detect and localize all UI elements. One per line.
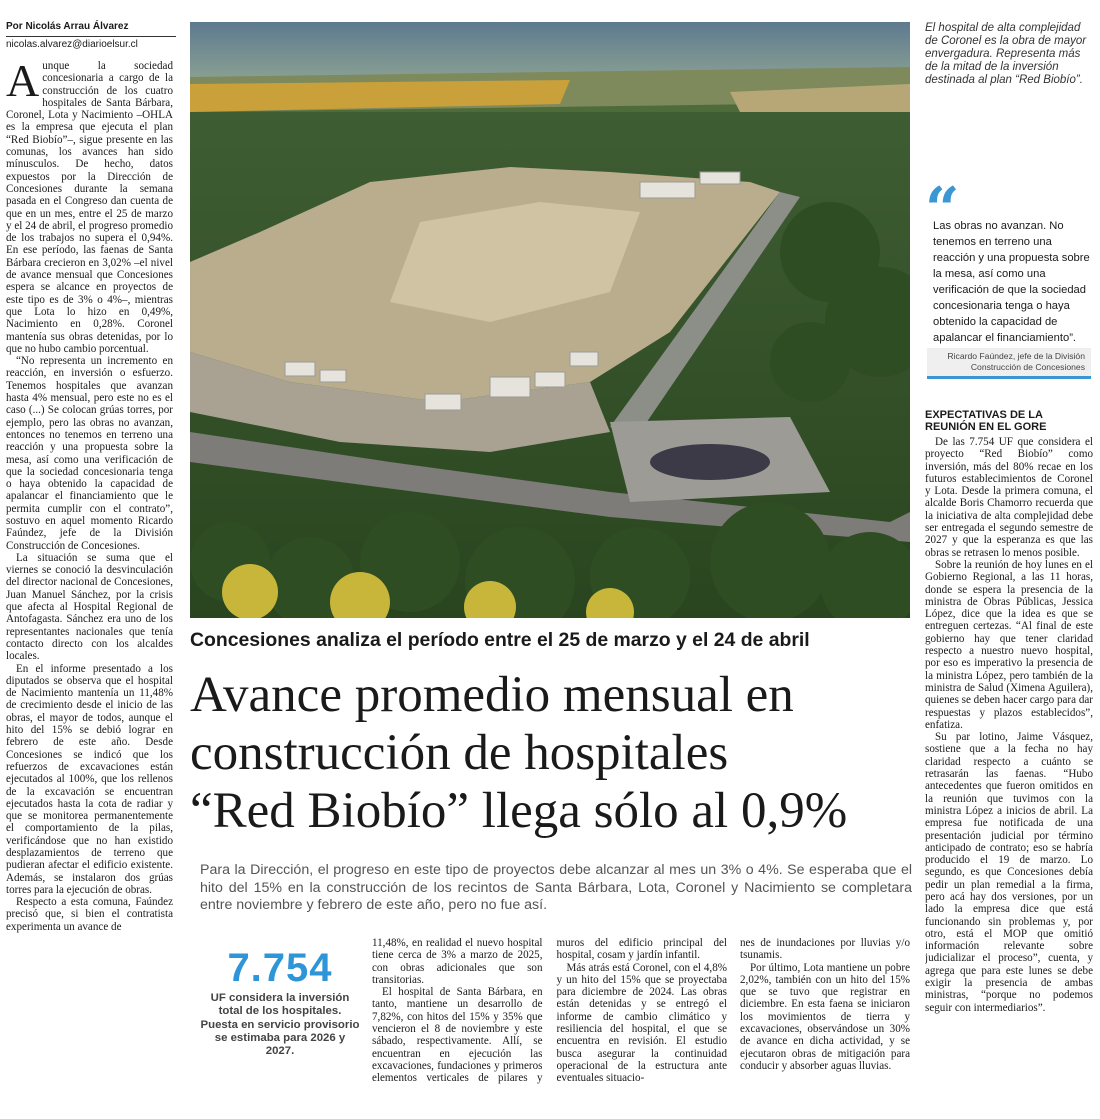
byline xyxy=(6,20,176,52)
paragraph: “No representa un incremento en reacción, en inversión o esfuerzo. Tenemos hospitales que avanzan hasta 4% mensual, pero este no es el caso (...) Se colocan grúas torres, por ejemplo, pero las obras no avanzan, entonces no tenemos en terreno una reacción y una propuesta sobre la mesa, así como una verificación de que la sociedad concesionaria tenga o haya obtenido la capacidad de apalancar el financiamiento que le permita cumplir con el contrato”, sostuvo en aquel momento Ricardo Faúndez, jefe de la División Construcción de Concesiones. xyxy=(6,355,173,552)
aerial-construction-site-photo xyxy=(190,22,910,618)
paragraph: En el informe presentado a los diputados se observa que el hospital de Nacimiento mantenía un 11,48% de crecimiento desde el inicio de las obras, el mayor de todos, aunque el hito del 15% se debió lograr en febrero de este año. Desde Concesiones se indicó que los refuerzos de excavaciones están ejecutados al 100%, que los rellenos de la excavación se encuentran ejecutados hasta la cota de radiar y que se monitorea permanentemente el comportamiento de la pilas, verificándose que no han existido desplazamientos de terreno que pudieran afectar el edificio existente. Además, se instalaron dos grúas torres para la ejecución de obras. xyxy=(6,662,173,896)
quote-author: Ricardo Faúndez, jefe de la División Construcción de Concesiones xyxy=(927,348,1091,379)
stat-label: Puesta en servicio provisorio se estimaba para 2026 y 2027. xyxy=(200,1019,360,1057)
article-column-3 xyxy=(740,937,910,1109)
headline-line: Avance promedio mensual en xyxy=(190,667,794,723)
headline xyxy=(190,666,915,840)
paragraph: Sobre la reunión de hoy lunes en el Gobierno Regional, a las 11 horas, donde se espera la presencia de la ministra de Obras Públicas, Jessica López, dice que la idea es que se entreguen certezas. “Al final de este gobierno hay que tener claridad respecto a nuestro nuevo hospital, por eso es imperativo la presencia de la ministra López, pero también de la ministra de Salud (Ximena Aguilera), quienes se deben hacer cargo para dar respuestas y plazos establecidos”, enfatiza. xyxy=(925,558,1093,731)
headline-line: construcción de hospitales xyxy=(190,725,729,781)
article-column-1 xyxy=(6,60,173,1110)
paragraph: Por último, Lota mantiene un pobre 2,02%, también con un hito del 15% que se tuvo que registrar en diciembre. En esta faena se iniciaron los movimientos de tierra y excavaciones, observándose un 30% de avance en dicha actividad, y se ejecutaron obras de mitigación para conducir y absorber aguas lluvias. xyxy=(740,961,910,1072)
pull-quote xyxy=(925,175,1095,395)
kicker: Concesiones analiza el período entre el 25 de marzo y el 24 de abril xyxy=(190,629,810,651)
paragraph: Su par lotino, Jaime Vásquez, sostiene que a la fecha no hay claridad respecto a cuánto se retrasarán las faenas. “Hubo antecedentes que fueron omitidos en la reunión que tuvimos con la ministra López a inicios de abril. La empresa fue notificada de una presentación judicial por término anticipado de contrato; eso se habría producido el 19 de marzo. Lo segundo, es que Concesiones debía pedir un plan remedial a la firma, pero acá hay dos versiones, por un lado la empresa dice que está funcionando sin problemas y, por otro, está el MOP que omitió información relevante sobre judicializar el proceso”, cuenta, y agrega que para este lunes se debe exigir la presencia de ambas ministras, “porque no podemos seguir con intermediarios”. xyxy=(925,731,1093,1014)
paragraph: Respecto a esta comuna, Faúndez precisó que, si bien el contratista experimenta un avance de xyxy=(6,896,173,933)
paragraph: La situación se suma que el viernes se conoció la desvinculación del director nacional de Concesiones, Juan Manuel Sánchez, por la crisis que afecta al Hospital Regional de Antofagasta. Sánchez era uno de los representantes nacionales que tenía contacto directo con los alcaldes locales. xyxy=(6,551,173,663)
article-column-2 xyxy=(372,937,727,1109)
quote-mark-icon: “ xyxy=(925,175,960,245)
author-name: Por Nicolás Arrau Álvarez xyxy=(6,21,129,32)
paragraph: El hospital de Santa Bárbara, en tanto, mantiene un desarrollo de 7,82%, con hitos del 15% y 35% que vencieron el 8 de noviembre y este sábado, respectivamente. Allí, se encuentran en ejecución las excavaciones, fundaciones y primeros elementos verticales de pilares y muros del edificio principal del hospital, cosam y jardín infantil. xyxy=(372,937,727,1085)
photo-caption: El hospital de alta complejidad de Coronel es la obra de mayor envergadura. Representa más de la mitad de la inversión destinada al plan “Red Biobío”. xyxy=(925,22,1087,86)
quote-text: Las obras no avanzan. No tenemos en terreno una reacción y una propuesta sobre la mesa, así como una verificación de que la sociedad concesionaria tenga o haya obtenido la capacidad de apalancar el financiamiento”. xyxy=(933,220,1090,344)
stat-label: UF considera la inversión total de los hospitales. xyxy=(210,992,350,1017)
section-heading: EXPECTATIVAS DE LA REUNIÓN EN EL GORE xyxy=(925,409,1047,433)
drop-cap: A xyxy=(6,60,40,106)
headline-line: “Red Biobío” llega sólo al 0,9% xyxy=(190,783,848,839)
paragraph: nes de inundaciones por lluvias y/o tsunamis. xyxy=(740,937,910,962)
paragraph: unque la sociedad concesionaria a cargo de la construcción de los cuatro hospitales de Santa Bárbara, Coronel, Lota y Nacimiento –OHLA es la empresa que ejecuta el plan “Red Biobío”–, sigue presente en las comunas, los avances han sido mínusculos. De hecho, datos expuestos por la Dirección de Concesiones durante la semana pasada en el Congreso dan cuenta de que en un mes, entre el 25 de marzo y el 24 de abril, el progreso promedio de los trabajos no supera el 0,94%. En ese período, las faenas de Santa Bárbara crecieron en 3,02% –el nivel de avance mensual que Concesiones espera se alcance en proyectos de este tipo es de 3% o 4%–, mientras que Lota lo hizo en 0,49%, Nacimiento en 0,28%. Coronel mantenía sus obras detenidas, por lo que no hubo cambio porcentual. xyxy=(6,60,173,355)
paragraph: Más atrás está Coronel, con el 4,8% y un hito del 15% que se proyectaba para diciembre de 2024. Las obras están detenidas y se entregó el informe de cambio climático y resiliencia del hospital, el que se encuentra en revisión. El estudio busca asegurar la continuidad operacional de la estructura ante eventuales situacio- xyxy=(556,961,727,1085)
deck: Para la Dirección, el progreso en este tipo de proyectos debe alcanzar al mes un 3% o 4%. Se esperaba que el hito del 15% en la construcción de los recintos de Santa Bárbara, Lota, Coronel y Nacimiento se completara entre noviembre y febrero de este año, pero no fue así. xyxy=(200,862,912,913)
article-column-4 xyxy=(925,436,1093,1108)
author-email[interactable]: nicolas.alvarez@diarioelsur.cl xyxy=(6,36,176,52)
paragraph: 11,48%, en realidad el nuevo hospital tiene cerca de 3% a marzo de 2025, con obras adicionales que son transitorias. xyxy=(372,937,543,986)
paragraph: De las 7.754 UF que considera el proyecto “Red Biobío” como inversión, más del 80% recae en los futuros establecimientos de Coronel y Lota. Desde la primera comuna, el alcalde Boris Chamorro recuerda que la iniciativa de alta complejidad debe ser entregada el segundo semestre de 2027 y que la esperanza es que las obras se retrasen lo menos posible. xyxy=(925,436,1093,559)
stat-box xyxy=(200,946,360,1058)
photo-illustration xyxy=(190,22,910,618)
stat-number: 7.754 xyxy=(227,946,333,990)
